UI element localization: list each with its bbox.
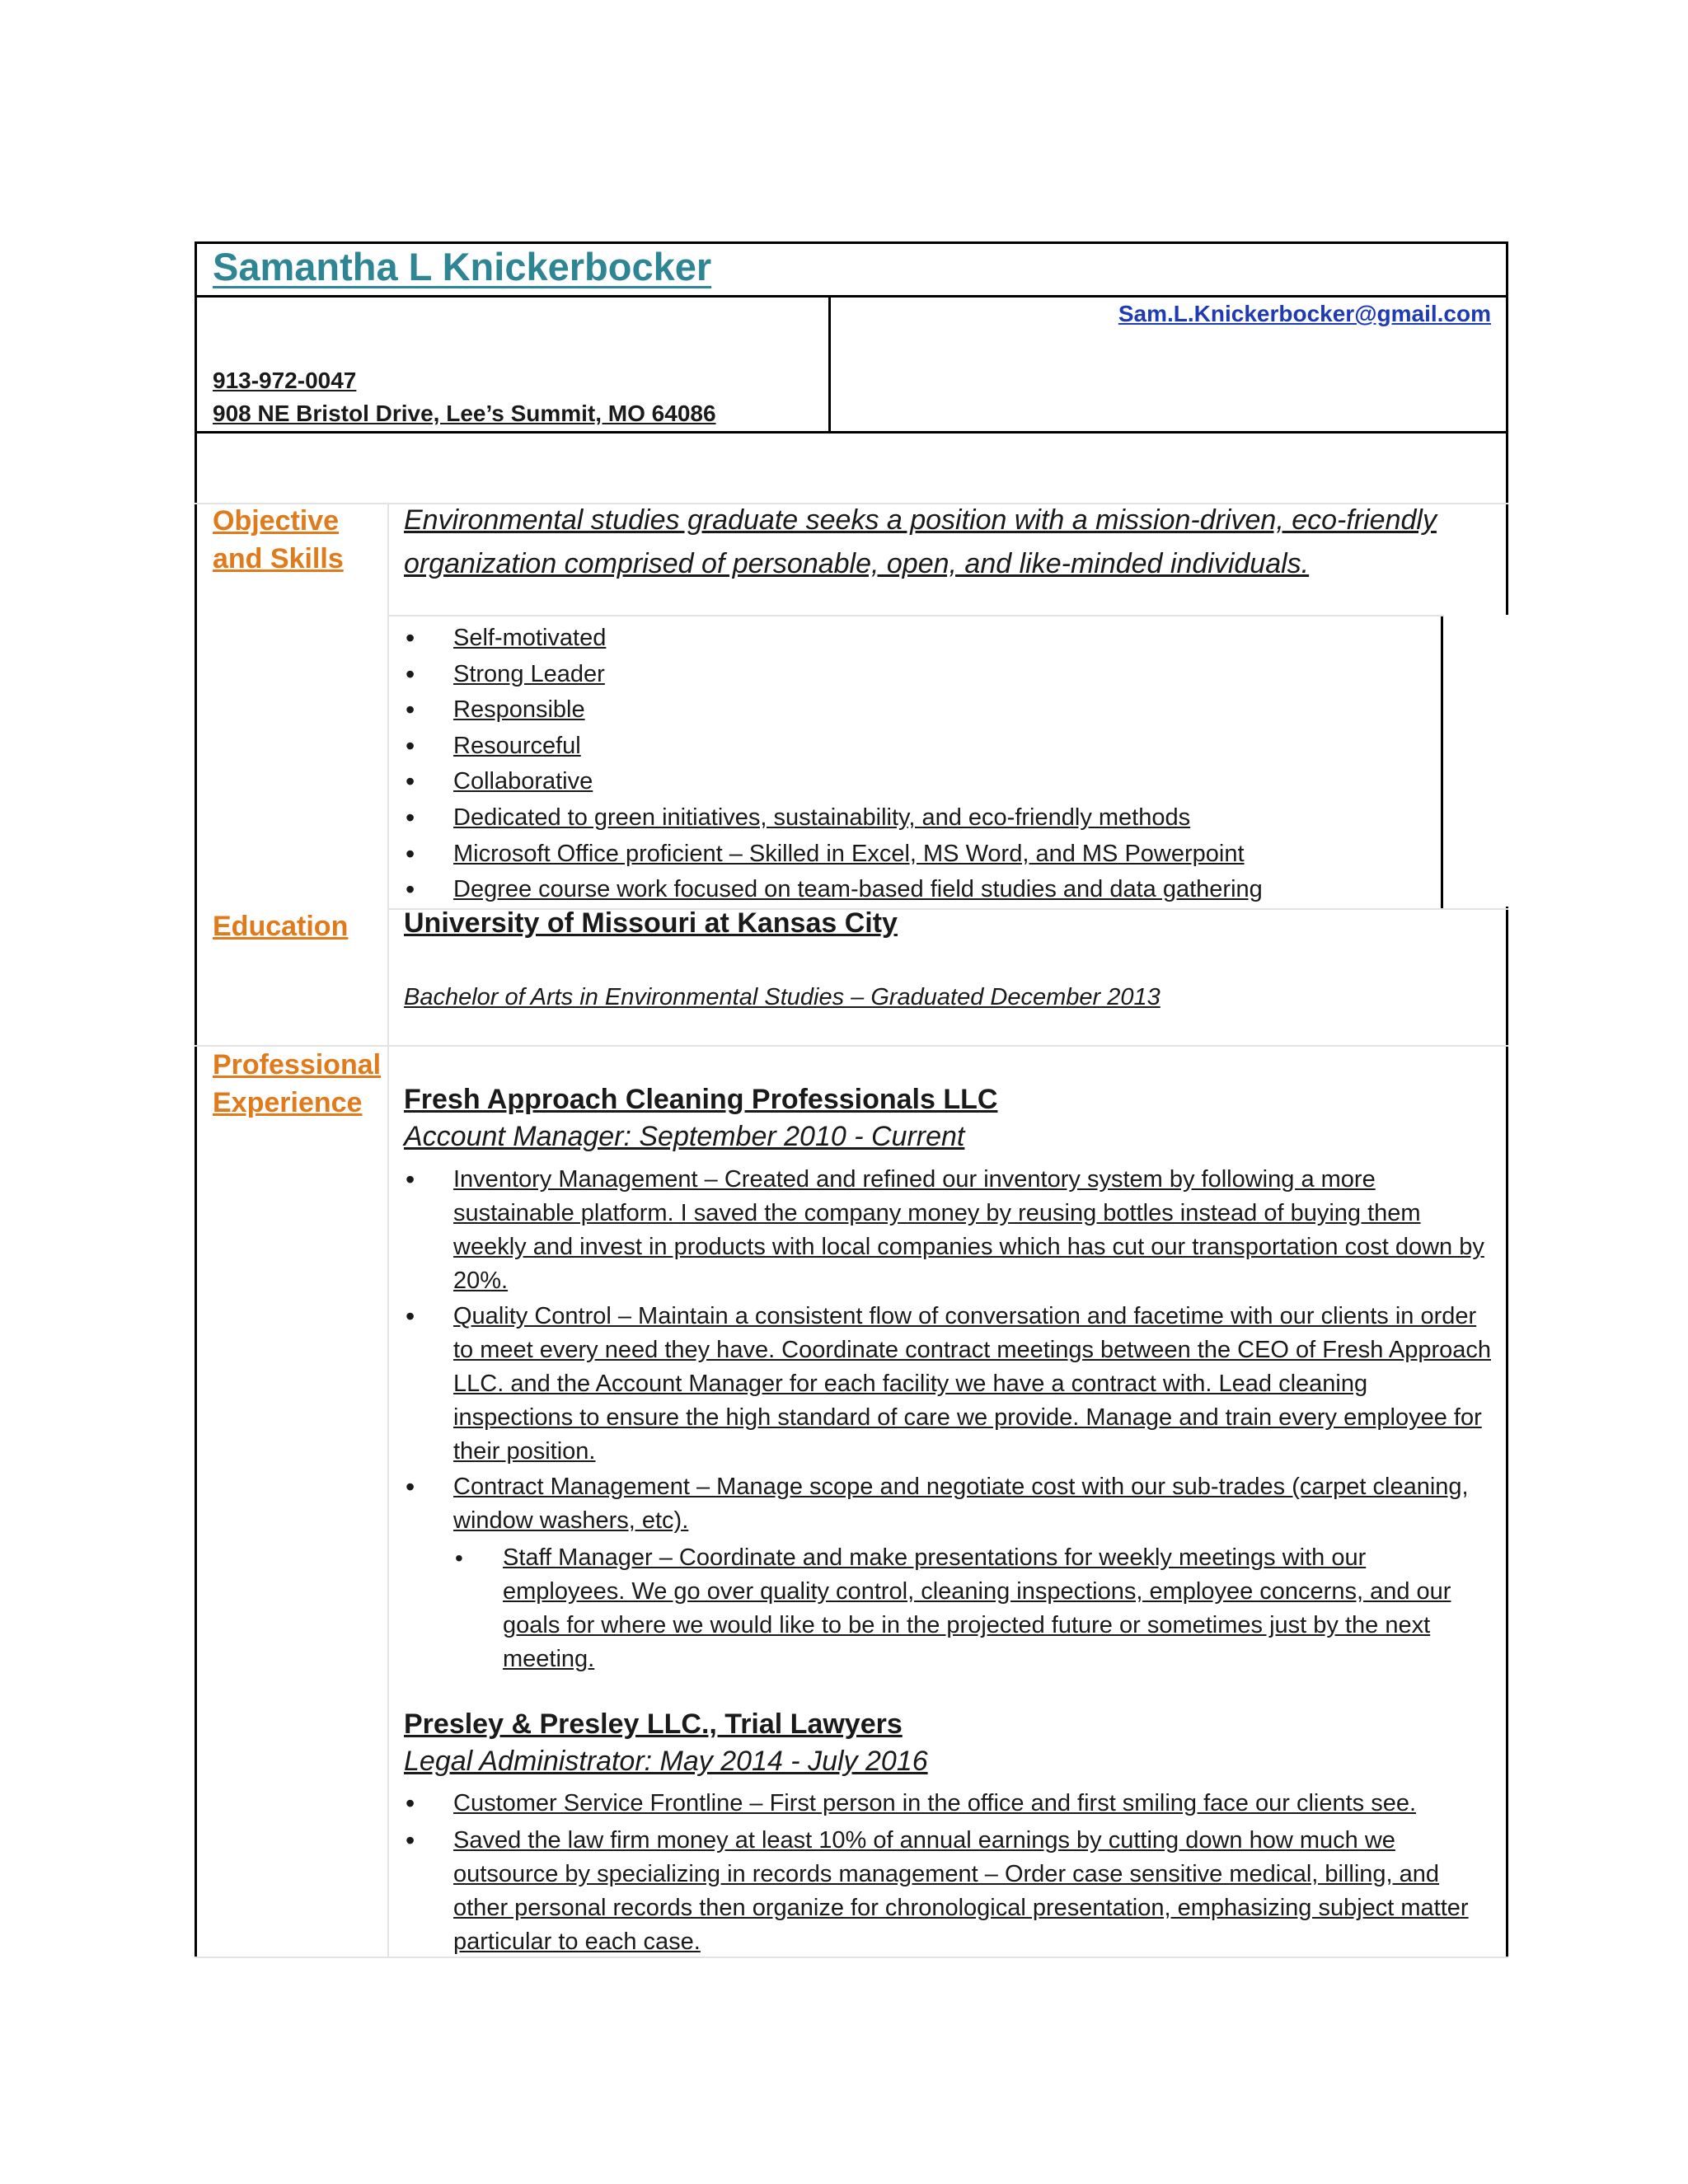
section-heading-objective: Objective and Skills xyxy=(213,505,344,574)
grid-line xyxy=(387,615,1444,616)
job-bullet: • Contract Management – Manage scope and negotiate cost with our sub-trades (carpet cleaning, window washers, etc). xyxy=(453,1470,1493,1538)
label-column-line xyxy=(387,503,389,1958)
objective-text: Environmental studies graduate seeks a position with a mission-driven, eco-friendly organization comprised of personable, open, and like-minded individuals. xyxy=(404,504,1437,579)
job-sub-bullet: • Staff Manager – Coordinate and make presentations for weekly meetings with our employees. We go over quality control, cleaning inspections, employee concerns, and our goals for where we would like to be in the projected future or sometimes just by the next meeting. xyxy=(503,1541,1475,1676)
degree: Bachelor of Arts in Environmental Studies – Graduated December 2013 xyxy=(404,984,1160,1010)
job-company: Fresh Approach Cleaning Professionals LLC xyxy=(404,1084,998,1115)
candidate-name: Samantha L Knickerbocker xyxy=(213,245,712,288)
table-border-right-lower xyxy=(1506,907,1508,1957)
grid-line xyxy=(195,1045,1508,1047)
skill-item: • Degree course work focused on team-based field studies and data gathering xyxy=(453,873,1434,909)
job-bullet: • Quality Control – Maintain a consistent flow of conversation and facetime with our clients in order to meet every need they have. Coordinate contract meetings between the CEO of Fresh Approach LLC. and the Account Manager for each facility we have a contract with. Lead cleaning inspections to ensure the high standard of care we provide. Manage and train every employee for their position. xyxy=(453,1300,1493,1469)
address: 908 NE Bristol Drive, Lee’s Summit, MO 64086 xyxy=(213,401,716,426)
job-bullet: • Customer Service Frontline – First person in the office and first smiling face our clients see. xyxy=(453,1787,1493,1821)
job-bullet: • Inventory Management – Created and refined our inventory system by following a more sustainable platform. I saved the company money by reusing bottles instead of buying them weekly and invest in products with local companies which has cut our transportation cost down by 20%. xyxy=(453,1163,1493,1298)
skill-item: • Responsible xyxy=(453,693,1434,729)
contact-bottom-border xyxy=(195,431,1508,434)
school-name: University of Missouri at Kansas City xyxy=(404,907,898,939)
section-heading-experience: Professional Experience xyxy=(213,1049,382,1118)
table-border-left xyxy=(195,241,197,1957)
skills-right-border xyxy=(1441,616,1443,910)
skill-item: • Self-motivated xyxy=(453,621,1434,658)
job-bullet: • Saved the law firm money at least 10% of annual earnings by cutting down how much we outsource by specializing in records management – Order case sensitive medical, billing, and other personal records then organize for chronological presentation, emphasizing subject matter particular to each case. xyxy=(453,1824,1493,1959)
header-divider xyxy=(195,295,1508,298)
job-sub-bullets xyxy=(503,1541,1475,1676)
skills-list xyxy=(453,621,1434,909)
phone-number: 913-972-0047 xyxy=(213,368,357,393)
job-bullets xyxy=(453,1163,1493,1540)
email-link[interactable]: Sam.L.Knickerbocker@gmail.com xyxy=(1118,301,1491,326)
job-role: Legal Administrator: May 2014 - July 2016 xyxy=(404,1746,928,1777)
job-company: Presley & Presley LLC., Trial Lawyers xyxy=(404,1708,903,1740)
job-bullets xyxy=(453,1787,1493,1959)
skill-item: • Microsoft Office proficient – Skilled in Excel, MS Word, and MS Powerpoint xyxy=(453,837,1434,874)
section-heading-education: Education xyxy=(213,911,349,942)
skill-item: • Dedicated to green initiatives, sustainability, and eco-friendly methods xyxy=(453,801,1434,837)
skill-item: • Strong Leader xyxy=(453,658,1434,694)
job-role: Account Manager: September 2010 - Current xyxy=(404,1121,965,1152)
contact-column-divider xyxy=(828,295,831,434)
skill-item: • Resourceful xyxy=(453,729,1434,766)
skill-item: • Collaborative xyxy=(453,765,1434,801)
